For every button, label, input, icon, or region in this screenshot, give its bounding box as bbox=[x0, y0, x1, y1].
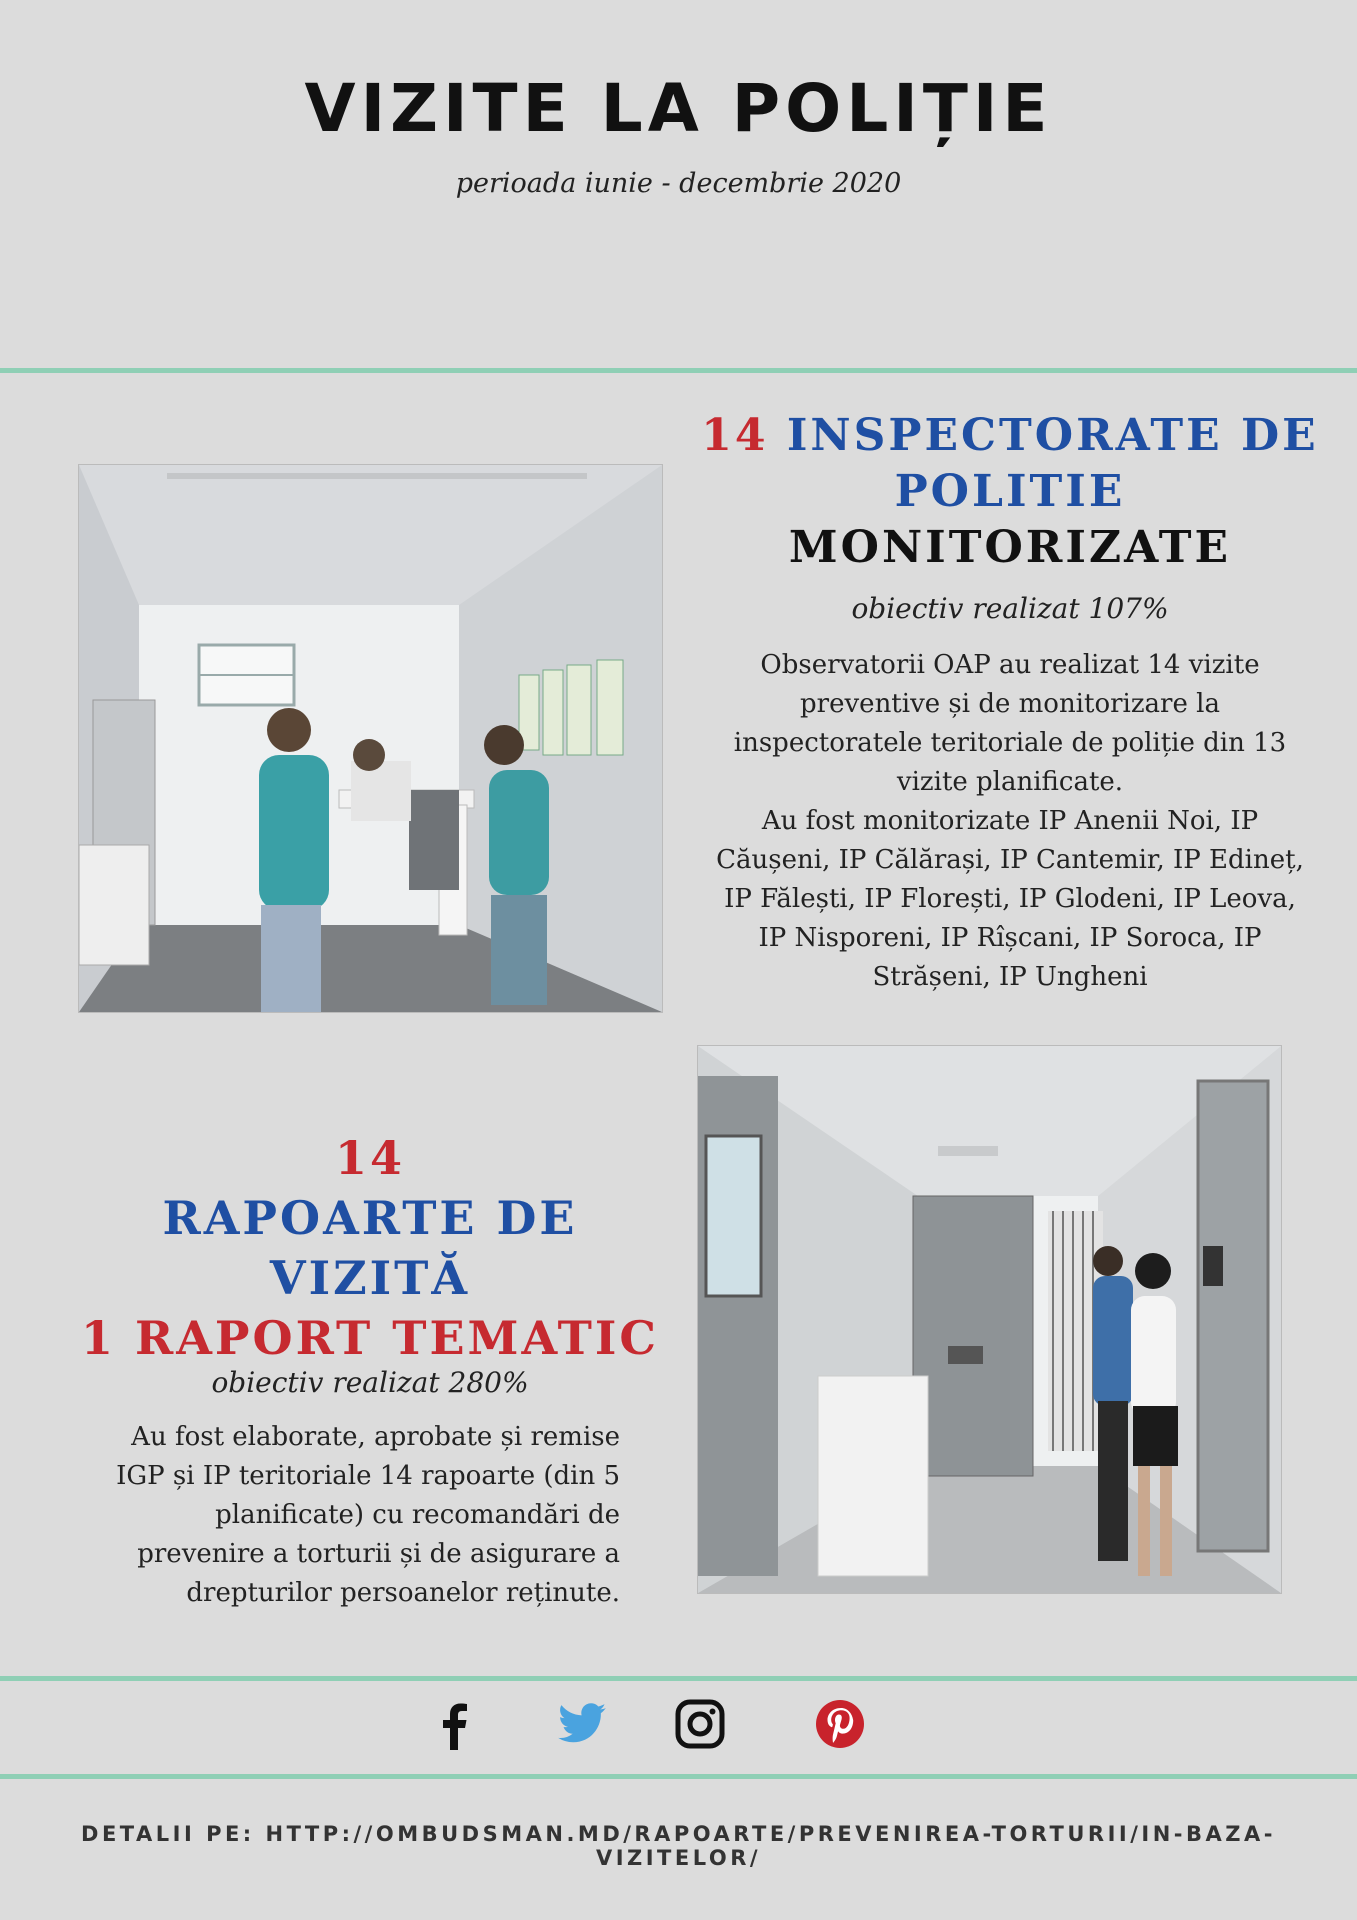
section2-count: 14 bbox=[334, 1131, 405, 1185]
instagram-icon[interactable] bbox=[674, 1698, 726, 1750]
section1-body-line: inspectoratele teritoriale de poliție din 13 bbox=[733, 728, 1287, 758]
section2-objective: obiectiv realizat 280% bbox=[211, 1366, 529, 1399]
top-divider bbox=[0, 368, 1357, 373]
section2-body-line: IGP și IP teritoriale 14 rapoarte (din 5 bbox=[116, 1461, 620, 1491]
section2-heading-line1: RAPOARTE DE bbox=[162, 1191, 578, 1245]
section1-body-line: Au fost monitorizate IP Anenii Noi, IP bbox=[761, 806, 1259, 836]
section1-body-line: IP Fălești, IP Florești, IP Glodeni, IP Leova, bbox=[724, 884, 1296, 914]
section2-body bbox=[80, 1418, 620, 1613]
section2-heading bbox=[60, 1128, 680, 1368]
section2-heading-line3: 1 RAPORT TEMATIC bbox=[80, 1311, 659, 1365]
pinterest-icon[interactable] bbox=[814, 1698, 866, 1750]
section1-count: 14 bbox=[701, 410, 769, 461]
section2-body-line: Au fost elaborate, aprobate și remise bbox=[131, 1422, 620, 1452]
photo-detention-corridor bbox=[697, 1045, 1282, 1594]
page-subtitle: perioada iunie - decembrie 2020 bbox=[455, 168, 902, 199]
page-title: VIZITE LA POLIȚIE bbox=[304, 70, 1053, 147]
section1-heading-line3: MONITORIZATE bbox=[788, 522, 1232, 573]
social-top-divider bbox=[0, 1676, 1357, 1681]
section1-heading-line2: POLITIE bbox=[894, 466, 1126, 517]
section1-body-line: preventive și de monitorizare la bbox=[800, 689, 1220, 719]
section2-heading-line2: VIZITĂ bbox=[269, 1251, 471, 1305]
section2-body-line: drepturilor persoanelor reținute. bbox=[186, 1578, 620, 1608]
section1-body-line: Căușeni, IP Călărași, IP Cantemir, IP Edineț, bbox=[716, 845, 1304, 875]
section1-body-line: vizite planificate. bbox=[896, 767, 1124, 797]
section1-heading bbox=[690, 408, 1330, 576]
section1-body bbox=[690, 646, 1330, 997]
section1-body-line: IP Nisporeni, IP Rîșcani, IP Soroca, IP bbox=[758, 923, 1262, 953]
social-bottom-divider bbox=[0, 1774, 1357, 1779]
section1-heading-line1: INSPECTORATE DE bbox=[786, 410, 1319, 461]
section1-objective: obiectiv realizat 107% bbox=[851, 592, 1169, 625]
section1-body-line: Strășeni, IP Ungheni bbox=[872, 962, 1148, 992]
photo-inspection-room bbox=[78, 464, 663, 1013]
section1-body-line: Observatorii OAP au realizat 14 vizite bbox=[760, 650, 1260, 680]
facebook-icon[interactable] bbox=[428, 1698, 480, 1750]
section2-body-line: prevenire a torturii și de asigurare a bbox=[137, 1539, 620, 1569]
section2-body-line: planificate) cu recomandări de bbox=[215, 1500, 620, 1530]
details-link[interactable]: DETALII PE: HTTP://OMBUDSMAN.MD/RAPOARTE/PREVENIREA-TORTURII/IN-BAZA-VIZITELOR/ bbox=[81, 1822, 1276, 1870]
twitter-icon[interactable] bbox=[556, 1698, 608, 1750]
